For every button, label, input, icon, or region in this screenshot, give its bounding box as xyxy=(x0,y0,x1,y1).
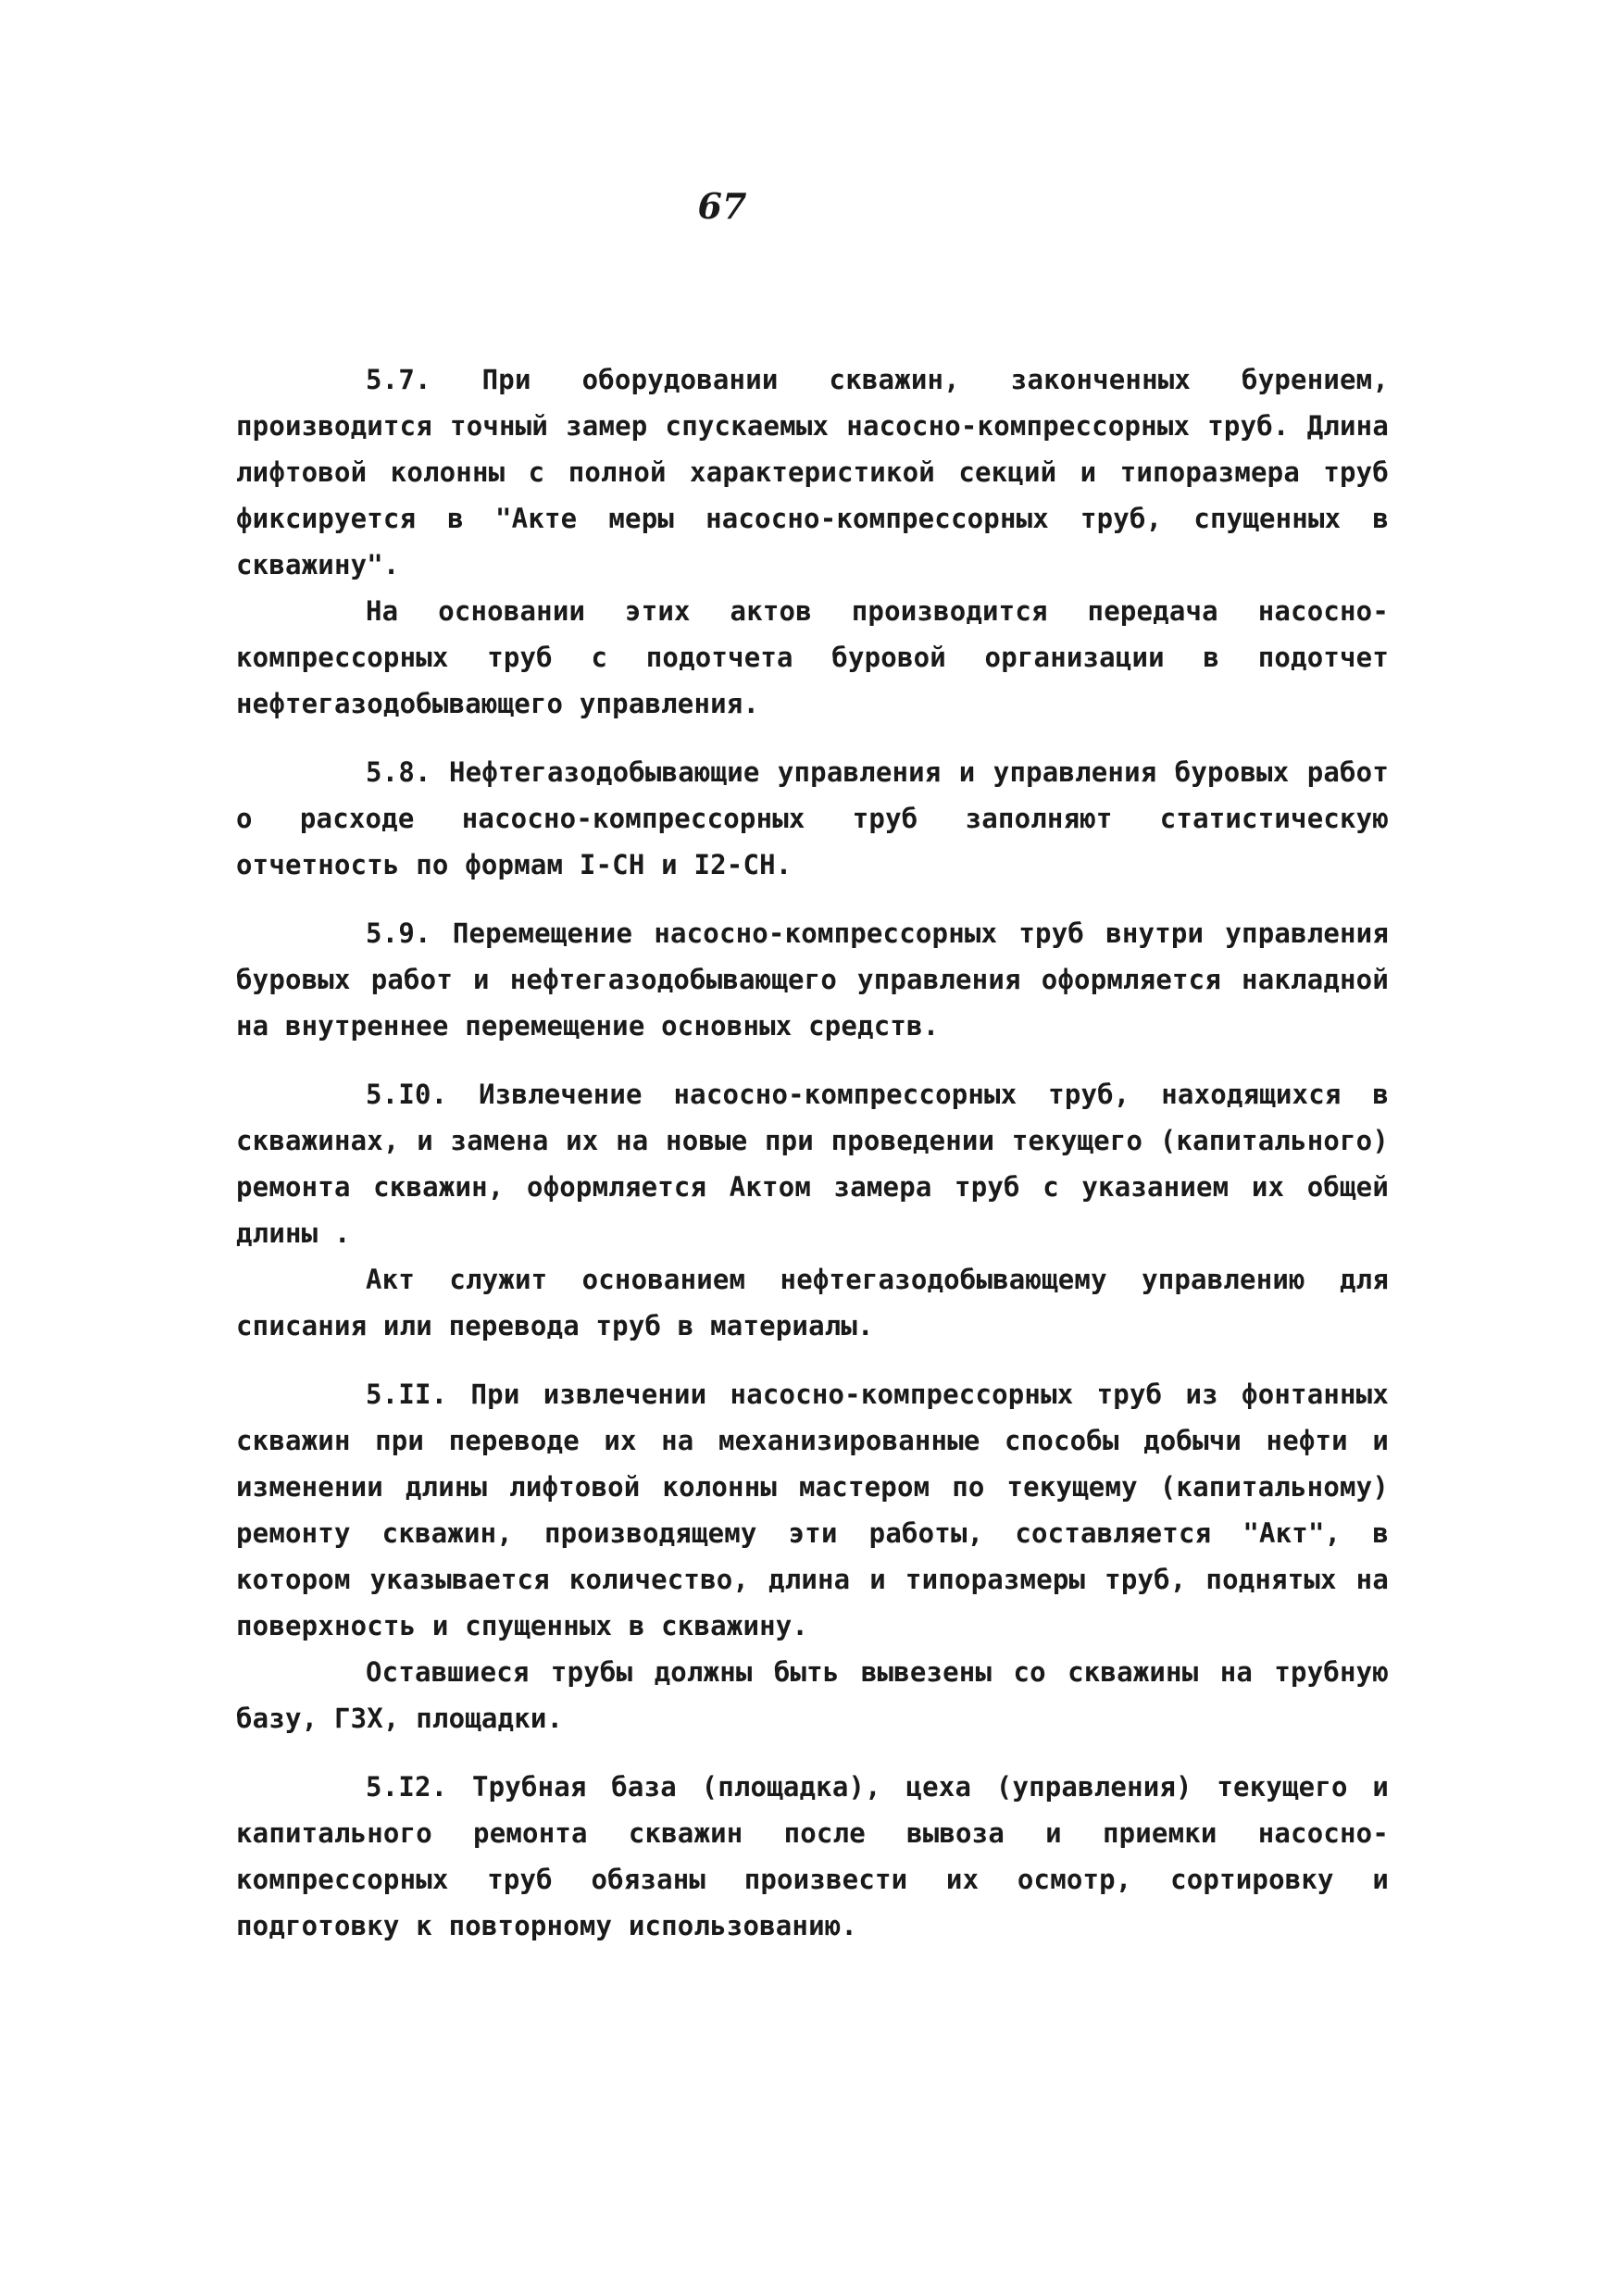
paragraph-remaining-pipes: Оставшиеся трубы должны быть вывезены со скважины на трубную базу, ГЗХ, площадки. xyxy=(236,1656,1389,1734)
paragraph-5-7: 5.7. При оборудовании скважин, законченных бурением, производится точный замер спускаемых насосно-компрессорных труб. Длина лифтовой колонны с полной характеристикой секций и типоразмера труб фиксируется в "Акте меры насосно-компрессорных труб, спущенных в скважину". xyxy=(236,364,1389,580)
paragraph-acts-transfer: На основании этих актов производится передача насосно-компрессорных труб с подотчета буровой организации в подотчет нефтегазодобывающего управления. xyxy=(236,595,1389,719)
paragraph-5-12: 5.I2. Трубная база (площадка), цеха (управления) текущего и капитального ремонта скважин после вывоза и приемки насосно-компрессорных труб обязаны произвести их осмотр, сортировку и подготовку к повторному использованию. xyxy=(236,1771,1389,1941)
paragraph-5-9: 5.9. Перемещение насосно-компрессорных труб внутри управления буровых работ и нефтегазодобывающего управления оформляется накладной на внутреннее перемещение основных средств. xyxy=(236,917,1389,1042)
paragraph-5-10: 5.I0. Извлечение насосно-компрессорных труб, находящихся в скважинах, и замена их на новые при проведении текущего (капитального) ремонта скважин, оформляется Актом замера труб с указанием их общей длины . xyxy=(236,1079,1389,1249)
paragraph-act-purpose: Акт служит основанием нефтегазодобывающему управлению для списания или перевода труб в материалы. xyxy=(236,1264,1389,1341)
document-body xyxy=(236,356,1389,1949)
paragraph-5-8: 5.8. Нефтегазодобывающие управления и управления буровых работ о расходе насосно-компрессорных труб заполняют статистическую отчетность по формам I-СН и I2-СН. xyxy=(236,756,1389,880)
page-number: 67 xyxy=(697,185,747,227)
paragraph-5-11: 5.II. При извлечении насосно-компрессорных труб из фонтанных скважин при переводе их на механизированные способы добычи нефти и изменении длины лифтовой колонны мастером по текущему (капитальному) ремонту скважин, производящему эти работы, составляется "Акт", в котором указывается количество, длина и типоразмеры труб, поднятых на поверхность и спущенных в скважину. xyxy=(236,1379,1389,1641)
